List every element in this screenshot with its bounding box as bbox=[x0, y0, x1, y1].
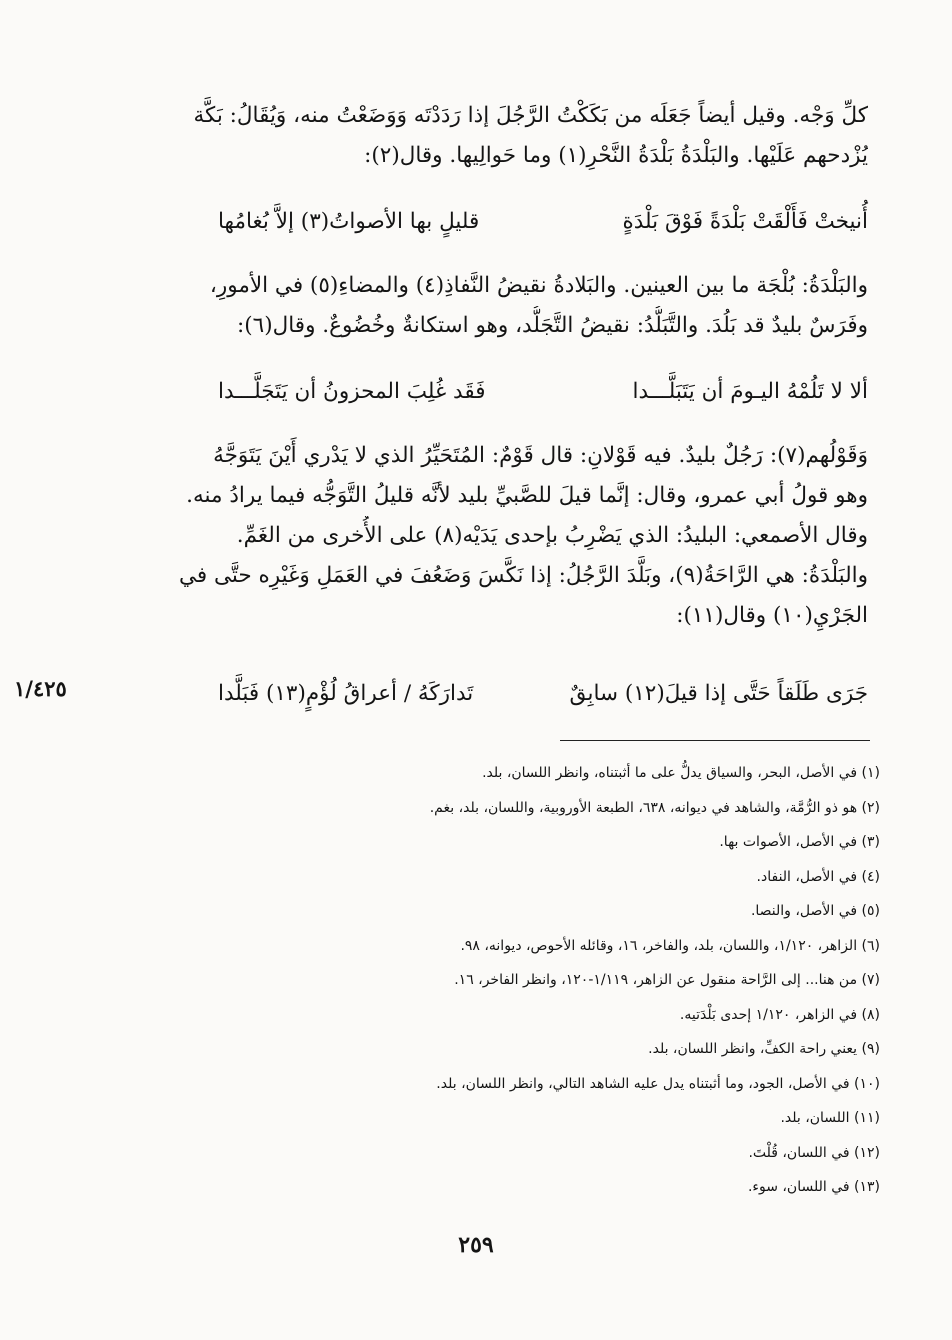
text-line: وَقَوْلُهم(٧): رَجُلٌ بليدٌ. فيه قَوْلانِ: قال قَوْمٌ: المُتَحَيِّرُ الذي لا يَدْري أَيْنَ يَتَوَجَّهُ bbox=[213, 443, 868, 468]
verse-2 bbox=[128, 370, 868, 414]
verse-1 bbox=[128, 200, 868, 244]
footnote-separator bbox=[560, 740, 870, 741]
footnote: (١١) اللسان، بلد. bbox=[780, 1110, 880, 1126]
footnote: (٩) يعني راحة الكفِّ، وانظر اللسان، بلد. bbox=[648, 1041, 880, 1057]
footnote: (١٢) في اللسان، قُلْتَ. bbox=[748, 1144, 880, 1161]
page-number: ٢٥٩ bbox=[458, 1232, 494, 1258]
footnote: (١٠) في الأصل، الجود، وما أثبتناه يدل عليه الشاهد التالي، وانظر اللسان، بلد. bbox=[436, 1075, 880, 1092]
text-line: الجَرْيِ(١٠) وقال(١١): bbox=[676, 603, 868, 628]
first-hemistich: ألا لا تَلُمْهُ اليـومَ أن يَتَبَلَّـــدا bbox=[632, 379, 868, 404]
text-line: والبَلْدَةُ: هي الرَّاحَةُ(٩)، وبَلَّدَ الرَّجُلُ: إذا نَكَّسَ وَضَعُفَ في العَمَلِ وَغَيْرِه حتَّى في bbox=[178, 563, 868, 588]
first-hemistich: أُنيختْ فَأَلْقَتْ بَلْدَةً فَوْقَ بَلْدَةٍ bbox=[622, 209, 868, 234]
first-hemistich: جَرَى طَلَقاً حَتَّى إذا قيلَ(١٢) سابِقٌ bbox=[569, 681, 868, 706]
footnotes bbox=[260, 756, 880, 1205]
paragraph-1 bbox=[128, 96, 868, 176]
paragraph-2 bbox=[128, 266, 868, 346]
footnote: (٢) هو ذو الرُّمَّة، والشاهد في ديوانه، ٦٣٨، الطبعة الأوروبية، واللسان، بلد، بغم. bbox=[429, 799, 880, 816]
footnote: (٣) في الأصل، الأصوات بها. bbox=[719, 834, 880, 850]
second-hemistich: تَدارَكَهُ / أعراقُ لُؤْمٍ(١٣) فَبَلَّدا bbox=[218, 681, 474, 706]
text-line: وقال الأصمعي: البليدُ: الذي يَضْرِبُ بإحدى يَدَيْه(٨) على الأُخرى من الغَمِّ. bbox=[236, 523, 868, 548]
text-line: كلِّ وَجْه. وقيل أيضاً جَعَلَه من بَكَكْتُ الرَّجُلَ إذا رَدَدْتَه وَوَضَعْتُ منه، وَيُقَالُ: بَكَّة bbox=[193, 103, 868, 128]
second-hemistich: قليلٍ بها الأصواتُ(٣) إلاَّ بُغامُها bbox=[218, 209, 480, 234]
verse-3 bbox=[128, 672, 868, 716]
footnote: (٦) الزاهر، ١/١٢٠، واللسان، بلد، والفاخر، ١٦، وقائله الأحوص، ديوانه، ٩٨. bbox=[460, 937, 880, 954]
text-line: وفَرَسٌ بليدٌ قد بَلُدَ. والتَّبَلُّدُ: نقيضُ التَّجَلُّد، وهو استكانةٌ وخُضُوعٌ. وقال(٦): bbox=[237, 313, 868, 338]
footnote: (٤) في الأصل، النفاد. bbox=[756, 868, 880, 885]
footnote: (٧) من هنا... إلى الرَّاحة منقول عن الزاهر، ١/١١٩-١٢٠، وانظر الفاخر، ١٦. bbox=[454, 972, 880, 988]
second-hemistich: فَقَد غُلِبَ المحزونُ أن يَتَجَلَّـــدا bbox=[218, 379, 486, 404]
footnote: (١) في الأصل، البحر، والسياق يدلُّ على ما أثبتناه، وانظر اللسان، بلد. bbox=[482, 765, 880, 781]
footnote: (١٣) في اللسان، سوء. bbox=[747, 1179, 880, 1195]
text-line: يُزْدحهم عَلَيْها. والبَلْدَةُ بَلْدَةُ النَّحْرِ(١) وما حَوالِيها. وقال(٢): bbox=[364, 143, 868, 168]
margin-page-reference: ١/٤٢٥ bbox=[14, 676, 67, 701]
footnote: (٥) في الأصل، والنصا. bbox=[750, 903, 880, 919]
footnote: (٨) في الزاهر، ١/١٢٠ إحدى بَلْدَتيه. bbox=[679, 1006, 880, 1023]
text-line: وهو قولُ أبي عمرو، وقال: إنَّما قيلَ للصَّبيِّ بليد لأنَّه قليلُ التَّوَجُّه فيما يرادُ منه. bbox=[186, 483, 868, 508]
text-line: والبَلْدَةُ: بُلْجَة ما بين العينين. والبَلادةُ نقيضُ النَّفاذِ(٤) والمضاءِ(٥) في الأمورِ، bbox=[209, 273, 868, 298]
paragraph-3 bbox=[128, 436, 868, 636]
